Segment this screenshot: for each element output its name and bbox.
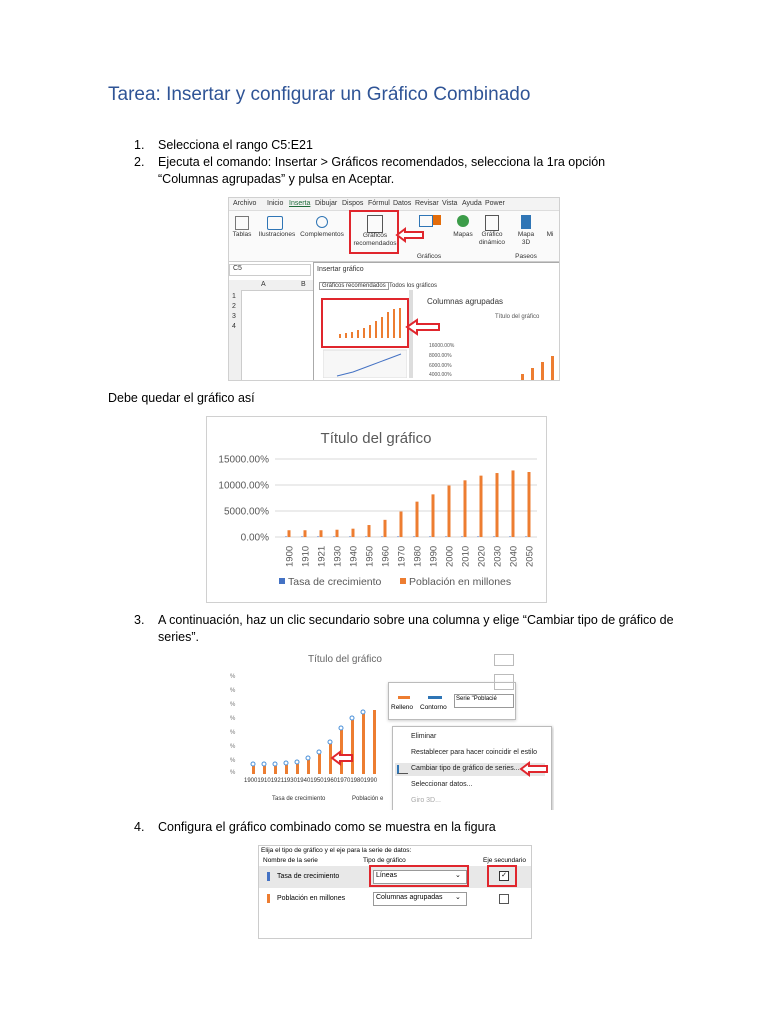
serie-poblacion-label: Población en millones	[277, 895, 346, 902]
serie-tasa-label: Tasa de crecimiento	[277, 873, 340, 880]
tab-formulas[interactable]: Fórmul	[368, 200, 390, 207]
bar-poblacion	[368, 525, 371, 537]
bar-tasa	[397, 537, 399, 538]
grafico-dinamico-button[interactable]: Gráfico dinámico	[478, 231, 505, 246]
red-arrow-icon	[405, 318, 441, 336]
step-2: 2. Ejecuta el comando: Insertar > Gráficos recomendados, selecciona la 1ra opción “Columnas agrupadas” y pulsa en Aceptar.	[134, 155, 606, 186]
chart-type-icon-2	[433, 215, 441, 225]
addin-icon	[316, 216, 328, 228]
red-arrow-icon	[519, 761, 549, 777]
combo-header: Elija el tipo de gráfico y el eje para la serie de datos:	[261, 847, 412, 854]
thumbnail-chart	[323, 300, 407, 378]
bar-poblacion	[352, 529, 355, 537]
result-chart-svg	[207, 417, 546, 602]
svg-text:%: %	[230, 688, 236, 694]
ribbon-screenshot	[228, 197, 560, 381]
bar-tasa	[381, 537, 383, 538]
graficos-group-label: Gráficos	[416, 253, 442, 260]
legend-poblacion: Población e	[352, 796, 384, 802]
bar-poblacion	[400, 512, 403, 537]
map-icon	[457, 215, 469, 227]
tab-recomendados[interactable]: Gráficos recomendados	[319, 282, 389, 290]
x-tick-label: 2050	[524, 545, 536, 567]
option-name: Columnas agrupadas	[427, 297, 504, 306]
x-tick-label: 1950	[364, 545, 376, 567]
menu-item-seleccionar-datos[interactable]: Seleccionar datos...	[411, 781, 473, 788]
legend-swatch-poblacion	[400, 578, 406, 584]
x-tick-label: 2010	[460, 545, 472, 567]
col-nombre-serie: Nombre de la serie	[263, 857, 318, 864]
col-header-b[interactable]: B	[301, 281, 306, 288]
chevron-down-icon: ⌄	[455, 872, 461, 879]
bar-tasa	[413, 537, 415, 538]
chart-styles-icon[interactable]	[494, 674, 514, 690]
relleno-button[interactable]: Relleno	[391, 704, 414, 711]
paseos-group-label: Paseos	[515, 253, 537, 260]
highlight-select	[369, 865, 469, 887]
ilustraciones-button[interactable]: Ilustraciones	[258, 231, 296, 238]
tab-ayuda[interactable]: Ayuda	[462, 200, 482, 207]
bar-tasa	[301, 537, 303, 538]
legend-tasa: Tasa de crecimiento	[272, 796, 326, 802]
x-tick-label: 1940	[348, 545, 360, 567]
x-tick-label: 2030	[492, 545, 504, 567]
bar-poblacion	[480, 476, 483, 537]
bar-poblacion	[416, 502, 419, 537]
chevron-down-icon: ⌄	[455, 894, 461, 901]
bar-poblacion	[432, 494, 435, 537]
x-tick-label: 1910	[300, 545, 312, 567]
bar-tasa	[461, 537, 463, 538]
highlight-box	[349, 210, 399, 254]
svg-text:%: %	[230, 716, 236, 722]
svg-text:%: %	[230, 730, 236, 736]
y-tick-label: 5000.00%	[223, 506, 269, 518]
series-color-swatch	[267, 894, 270, 903]
tipo-poblacion-value: Columnas agrupadas	[376, 894, 443, 901]
bar-poblacion	[496, 473, 499, 537]
bar-tasa	[477, 537, 479, 538]
bar-poblacion	[336, 530, 339, 537]
x-tick-label: 1921	[316, 545, 328, 567]
name-box[interactable]: C5	[233, 265, 242, 272]
eje-secundario-checkbox-checked[interactable]: ✓	[499, 871, 509, 881]
result-chart	[206, 416, 547, 603]
context-menu	[392, 726, 552, 810]
x-tick-label: 1990	[428, 545, 440, 567]
x-tick-label: 1900	[284, 545, 296, 567]
chart-type-icon	[419, 215, 433, 227]
tab-dibujar[interactable]: Dibujar	[315, 200, 338, 207]
bar-poblacion	[304, 530, 307, 537]
mapa-3d-button[interactable]: Mapa 3D	[517, 231, 535, 246]
x-tick-label: 1930	[332, 545, 344, 567]
mi-button[interactable]: Mi	[546, 231, 554, 238]
table-icon	[235, 216, 249, 230]
years-axis: 1900191019211930194019501960197019801990	[244, 778, 378, 784]
tab-archivo[interactable]: Archivo	[233, 200, 257, 207]
bar-tasa	[445, 537, 447, 538]
col-eje-secundario: Eje secundario	[483, 857, 526, 864]
preview-tick: 4000.00%	[429, 372, 452, 378]
bar-poblacion	[384, 520, 387, 537]
legend-label-poblacion: Población en millones	[409, 576, 512, 588]
context-menu-screenshot	[228, 650, 554, 810]
bar-tasa	[365, 537, 367, 538]
contorno-button[interactable]: Contorno	[420, 704, 447, 711]
x-tick-label: 2020	[476, 545, 488, 567]
bar-tasa	[317, 537, 319, 538]
x-tick-label: 1980	[412, 545, 424, 567]
chart-title: Título del gráfico	[320, 430, 432, 447]
bar-tasa	[285, 537, 287, 538]
bar-poblacion	[448, 486, 451, 537]
chart-type-icon	[397, 765, 408, 774]
fill-bucket-icon[interactable]	[398, 686, 410, 699]
chart-title: Título del gráfico	[308, 654, 382, 665]
combo-config-screenshot	[258, 845, 532, 939]
legend-swatch-tasa	[279, 578, 285, 584]
map3d-icon	[521, 215, 531, 229]
bar-tasa	[429, 537, 431, 538]
outline-pen-icon[interactable]	[428, 686, 442, 699]
preview-title: Título del gráfico	[495, 314, 540, 320]
menu-item-eliminar[interactable]: Eliminar	[411, 733, 437, 740]
svg-text:%: %	[230, 770, 236, 776]
menu-item-giro-3d[interactable]: Giro 3D...	[411, 797, 441, 804]
legend-label-tasa: Tasa de crecimiento	[288, 576, 382, 588]
x-tick-label: 2040	[508, 545, 520, 567]
highlight-checkbox	[487, 865, 517, 887]
bar-tasa	[349, 537, 351, 538]
bar-tasa	[333, 537, 335, 538]
col-header-a[interactable]: A	[261, 281, 266, 288]
complementos-button[interactable]: Complementos	[300, 231, 344, 238]
row-header[interactable]: 4	[232, 323, 236, 330]
red-arrow-icon	[395, 227, 425, 243]
tab-todos-graficos[interactable]: Todos los gráficos	[389, 283, 438, 289]
series-color-swatch	[267, 872, 270, 881]
serie-select-label: Serie "Poblacié	[456, 696, 497, 702]
bar-tasa	[493, 537, 495, 538]
tab-insertar[interactable]: Inserta	[289, 200, 311, 207]
y-tick-label: 0.00%	[240, 532, 269, 544]
step-3: 3. A continuación, haz un clic secundario sobre una columna y elige “Cambiar tipo de gráfico de series”.	[134, 613, 674, 644]
bar-tasa	[509, 537, 511, 538]
tab-datos[interactable]: Datos	[393, 200, 412, 207]
bar-poblacion	[320, 530, 323, 537]
row-header[interactable]: 1	[232, 293, 236, 300]
preview-tick: 16000.00%	[429, 343, 455, 349]
svg-text:%: %	[230, 744, 236, 750]
preview-tick: 6000.00%	[429, 363, 452, 369]
x-tick-label: 1970	[396, 545, 408, 567]
col-tipo-grafico: Tipo de gráfico	[363, 857, 406, 864]
mapas-button[interactable]: Mapas	[453, 231, 473, 238]
y-tick-label: 10000.00%	[218, 480, 269, 492]
menu-item-cambiar-tipo[interactable]: Cambiar tipo de gráfico de series...	[411, 765, 520, 772]
tab-power[interactable]: Power	[485, 200, 505, 207]
tab-disposicion[interactable]: Dispos	[342, 200, 364, 207]
tab-inicio[interactable]: Inicio	[267, 200, 284, 207]
y-tick-label: 15000.00%	[218, 454, 269, 466]
row-header[interactable]: 3	[232, 313, 236, 320]
tab-revisar[interactable]: Revisar	[415, 200, 439, 207]
bar-poblacion	[464, 480, 467, 537]
svg-text:%: %	[230, 758, 236, 764]
pivotchart-icon	[485, 215, 499, 231]
bar-poblacion	[528, 472, 531, 537]
row-header[interactable]: 2	[232, 303, 236, 310]
result-caption: Debe quedar el gráfico así	[108, 391, 255, 405]
x-tick-label: 1960	[380, 545, 392, 567]
menu-item-restablecer[interactable]: Restablecer para hacer coincidir el estilo	[411, 749, 538, 756]
bar-tasa	[525, 537, 527, 538]
x-tick-label: 2000	[444, 545, 456, 567]
page-title: Tarea: Insertar y configurar un Gráfico Combinado	[108, 84, 531, 105]
eje-secundario-checkbox[interactable]	[499, 894, 509, 904]
tablas-button[interactable]: Tablas	[232, 231, 252, 238]
svg-text:%: %	[230, 702, 236, 708]
tab-vista[interactable]: Vista	[442, 200, 458, 207]
preview-tick: 8000.00%	[429, 353, 452, 359]
tipo-tasa-value: Líneas	[376, 872, 398, 879]
bar-poblacion	[512, 470, 515, 537]
illustrations-icon	[267, 216, 283, 230]
svg-text:%: %	[230, 674, 236, 680]
dialog-title: Insertar gráfico	[317, 266, 364, 273]
bar-poblacion	[288, 530, 291, 537]
graficos-recomendados-button[interactable]: Gráficos recomendados	[353, 232, 397, 247]
